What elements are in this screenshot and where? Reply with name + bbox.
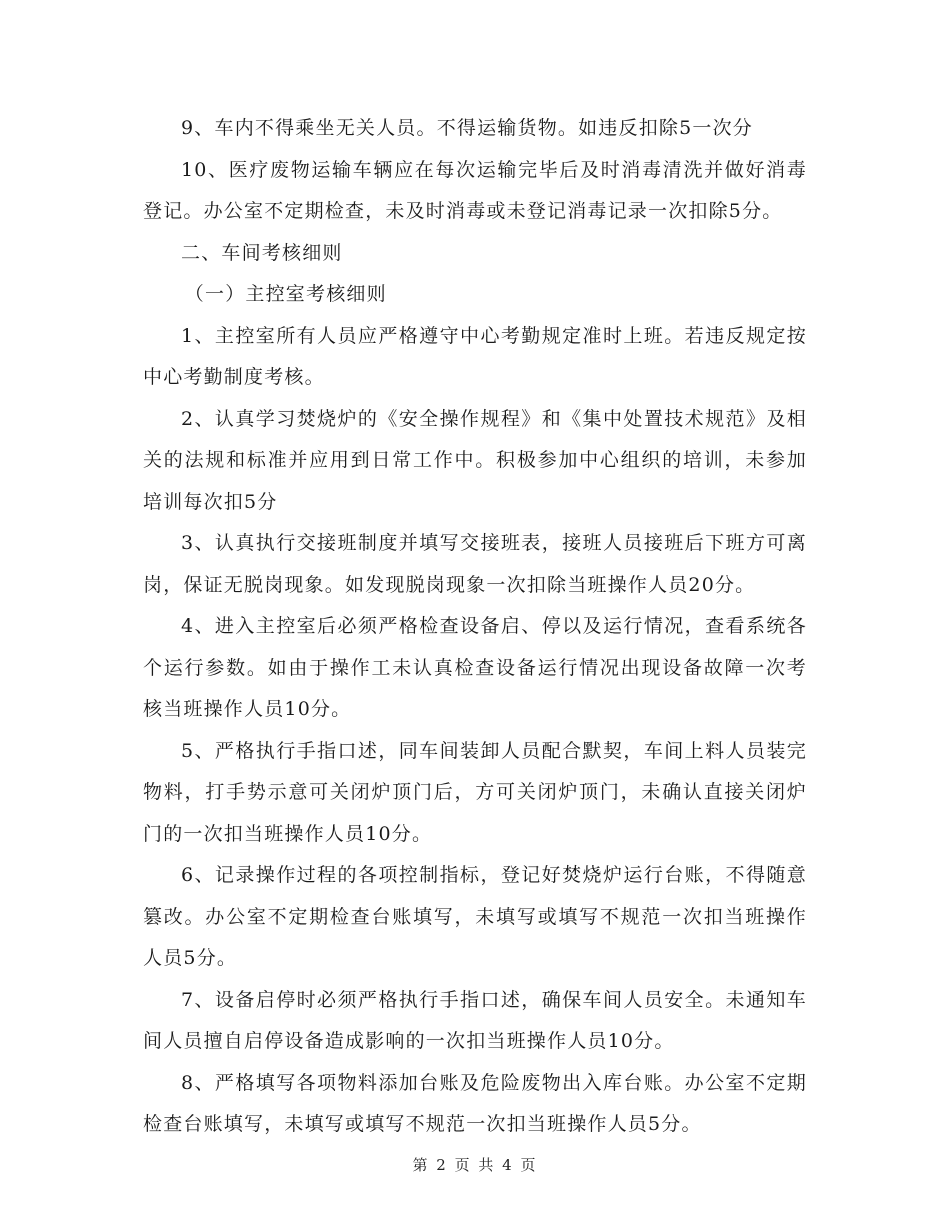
page-number-footer: 第 2 页 共 4 页 [412,1156,538,1174]
paragraph-control-rule-3: 3、认真执行交接班制度并填写交接班表，接班人员接班后下班方可离岗，保证无脱岗现象。如发现脱岗现象一次扣除当班操作人员20分。 [143,532,807,596]
paragraph-control-rule-4: 4、进入主控室后必须严格检查设备启、停以及运行情况，查看系统各个运行参数。如由于操作工未认真检查设备运行情况出现设备故障一次考核当班操作人员10分。 [143,615,807,720]
paragraph-control-rule-1: 1、主控室所有人员应严格遵守中心考勤规定准时上班。若违反规定按中心考勤制度考核。 [143,324,807,388]
paragraph-control-rule-8: 8、严格填写各项物料添加台账及危险废物出入库台账。办公室不定期检查台账填写，未填写或填写不规范一次扣当班操作人员5分。 [143,1071,807,1135]
document-body [143,108,807,1146]
paragraph-control-rule-7: 7、设备启停时必须严格执行手指口述，确保车间人员安全。未通知车间人员擅自启停设备造成影响的一次扣当班操作人员10分。 [143,988,807,1052]
subsection-heading-control-room: （一）主控室考核细则 [184,283,387,305]
section-heading-workshop: 二、车间考核细则 [181,241,343,264]
paragraph-control-rule-2: 2、认真学习焚烧炉的《安全操作规程》和《集中处置技术规范》及相关的法规和标准并应用到日常工作中。积极参加中心组织的培训，未参加培训每次扣5分 [143,407,807,513]
paragraph-control-rule-5: 5、严格执行手指口述，同车间装卸人员配合默契，车间上料人员装完物料，打手势示意可关闭炉顶门后，方可关闭炉顶门，未确认直接关闭炉门的一次扣当班操作人员10分。 [143,739,807,845]
paragraph-control-rule-6: 6、记录操作过程的各项控制指标，登记好焚烧炉运行台账，不得随意篡改。办公室不定期检查台账填写，未填写或填写不规范一次扣当班操作人员5分。 [143,864,807,969]
paragraph-rule-9: 9、车内不得乘坐无关人员。不得运输货物。如违反扣除5一次分 [181,117,753,139]
paragraph-rule-10: 10、医疗废物运输车辆应在每次运输完毕后及时消毒清洗并做好消毒登记。办公室不定期检查，未及时消毒或未登记消毒记录一次扣除5分。 [143,158,807,222]
